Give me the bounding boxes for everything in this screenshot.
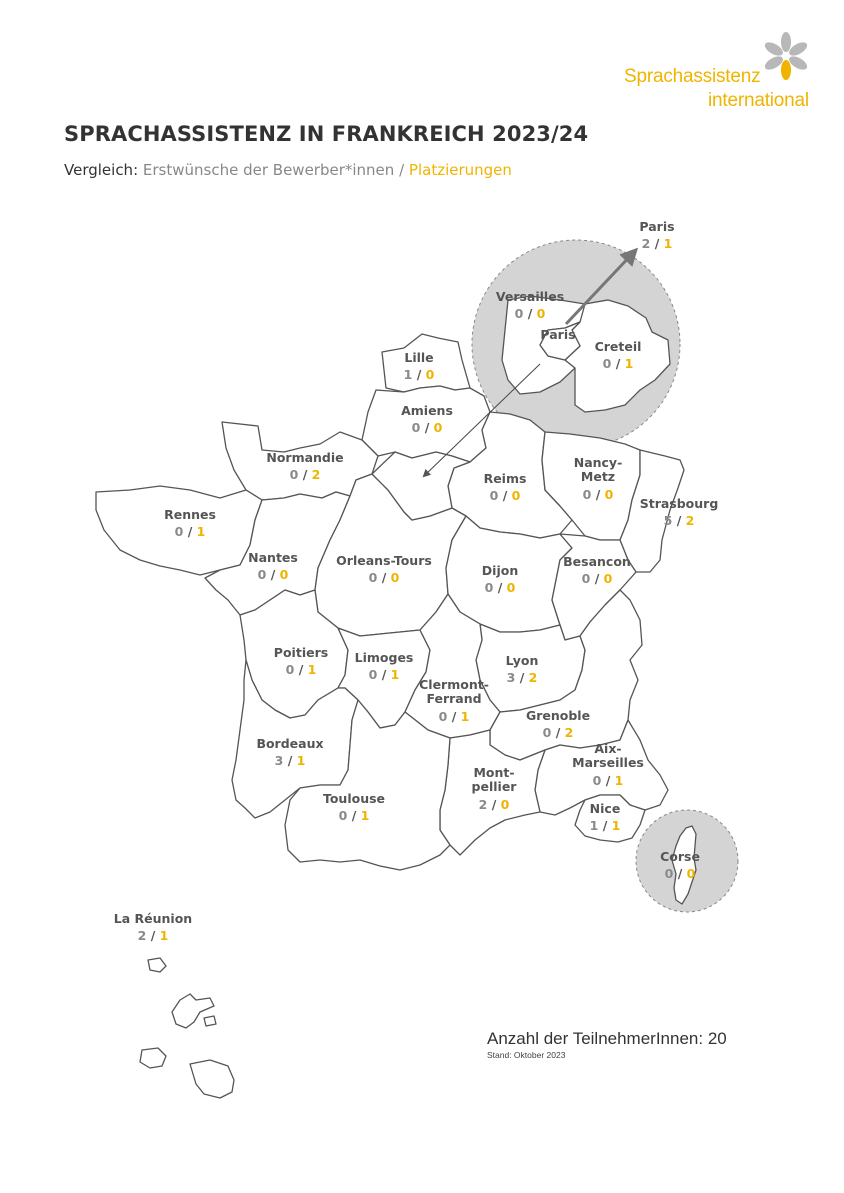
region-values [572, 774, 644, 788]
region-label-versailles [496, 290, 564, 322]
region-name: Nice [589, 801, 621, 816]
region-values [660, 867, 700, 881]
region-label-orleans-tours [336, 554, 432, 586]
value-separator: / [298, 662, 304, 678]
region-label-toulouse [323, 792, 385, 824]
region-name: Nantes [248, 550, 298, 565]
value-separator: / [351, 808, 357, 824]
region-values [639, 237, 674, 251]
placement-count: 1 [390, 667, 400, 683]
first-wish-count: 1 [403, 367, 413, 383]
region-label-paris-top [639, 220, 674, 252]
total-participants: Anzahl der TeilnehmerInnen: 20 [487, 1029, 727, 1048]
region-values [595, 357, 642, 371]
placement-count: 1 [460, 708, 470, 724]
region-label-dijon [482, 564, 518, 596]
region-name: Corse [660, 849, 700, 864]
placement-count: 1 [159, 928, 169, 944]
region-values [482, 581, 518, 595]
subtitle-separator: / [399, 161, 405, 179]
first-wish-count: 2 [137, 928, 147, 944]
region-name: Amiens [401, 403, 453, 418]
region-values [563, 572, 631, 586]
placement-count: 2 [564, 725, 574, 741]
first-wish-count: 0 [581, 571, 591, 587]
region-values [496, 307, 564, 321]
region-label-nantes [248, 551, 298, 583]
logo-text-line1: Sprachassistenz [624, 66, 761, 87]
region-label-creteil [595, 340, 642, 372]
first-wish-count: 5 [663, 513, 673, 529]
region-values [472, 798, 517, 812]
region-name: Reims [483, 471, 527, 486]
first-wish-count: 0 [368, 570, 378, 586]
region-values [336, 571, 432, 585]
value-separator: / [424, 420, 430, 436]
placement-count: 1 [296, 753, 306, 769]
region-label-rennes [164, 508, 216, 540]
reunion-island-5 [190, 1060, 234, 1098]
first-wish-count: 0 [285, 662, 295, 678]
region-label-corse [660, 850, 700, 882]
first-wish-count: 0 [484, 580, 494, 596]
region-name: Grenoble [525, 708, 591, 723]
value-separator: / [491, 796, 497, 812]
first-wish-count: 0 [368, 667, 378, 683]
placement-count: 1 [307, 662, 317, 678]
value-separator: / [270, 567, 276, 583]
region-values [114, 929, 192, 943]
region-label-nice [590, 802, 621, 834]
region-label-besancon [563, 555, 631, 587]
value-separator: / [287, 753, 293, 769]
region-values [526, 726, 590, 740]
first-wish-count: 0 [489, 488, 499, 504]
first-wish-count: 0 [542, 725, 552, 741]
page-title: SPRACHASSISTENZ IN FRANKREICH 2023/24 [64, 122, 589, 146]
region-name: Paris [639, 219, 675, 234]
region-label-grenoble [526, 709, 590, 741]
value-separator: / [555, 725, 561, 741]
first-wish-count: 0 [257, 567, 267, 583]
region-values [590, 819, 621, 833]
first-wish-count: 3 [506, 670, 516, 686]
placement-count: 0 [511, 488, 521, 504]
placement-count: 1 [663, 236, 673, 252]
value-separator: / [497, 580, 503, 596]
value-separator: / [654, 236, 660, 252]
region-label-lille [404, 351, 435, 383]
reunion-island-1 [148, 958, 166, 972]
placement-count: 1 [360, 808, 370, 824]
value-separator: / [594, 571, 600, 587]
region-name: Aix- Marseilles [572, 741, 644, 771]
region-name: Besancon [563, 554, 631, 569]
placement-count: 2 [311, 467, 321, 483]
region-name: Lyon [505, 653, 539, 668]
region-name: Normandie [266, 450, 344, 465]
first-wish-count: 0 [592, 772, 602, 788]
region-name: Mont- pellier [471, 765, 517, 795]
value-separator: / [150, 928, 156, 944]
placement-count: 0 [603, 571, 613, 587]
first-wish-count: 0 [514, 306, 524, 322]
value-separator: / [602, 818, 608, 834]
region-label-lyon [506, 654, 539, 686]
region-label-clermont-ferrand [419, 678, 489, 724]
region-name: Creteil [594, 339, 642, 354]
placement-count: 2 [528, 670, 538, 686]
value-separator: / [676, 513, 682, 529]
stand-date: Stand: Oktober 2023 [487, 1050, 566, 1060]
region-values [323, 809, 385, 823]
region-label-la-reunion [114, 912, 192, 944]
first-wish-count: 0 [602, 356, 612, 372]
subtitle-placements: Platzierungen [408, 161, 512, 179]
region-name: Poitiers [273, 645, 329, 660]
placement-count: 0 [425, 367, 435, 383]
region-values [640, 514, 719, 528]
region-name: Paris [540, 327, 576, 342]
region-values [355, 668, 414, 682]
region-name: Bordeaux [256, 736, 324, 751]
placement-count: 1 [614, 772, 624, 788]
value-separator: / [615, 356, 621, 372]
region-values [266, 468, 343, 482]
placement-count: 0 [279, 567, 289, 583]
region-values [401, 421, 453, 435]
region-label-paris-inner [540, 328, 575, 342]
region-name: Clermont- Ferrand [419, 677, 489, 707]
value-separator: / [416, 367, 422, 383]
first-wish-count: 0 [438, 708, 448, 724]
region-values [419, 710, 489, 724]
value-separator: / [605, 772, 611, 788]
region-values [274, 663, 328, 677]
region-name: Toulouse [322, 791, 386, 806]
placement-count: 0 [500, 796, 510, 812]
region-label-montpellier [472, 766, 517, 812]
placement-count: 0 [604, 486, 614, 502]
subtitle-first-wishes: Erstwünsche der Bewerber*innen [142, 161, 395, 179]
region-values [574, 488, 623, 502]
value-separator: / [302, 467, 308, 483]
region-name: La Réunion [113, 911, 193, 926]
region-values [164, 525, 216, 539]
value-separator: / [451, 708, 457, 724]
region-label-bordeaux [256, 737, 323, 769]
first-wish-count: 0 [338, 808, 348, 824]
region-name: Dijon [481, 563, 519, 578]
placement-count: 1 [196, 524, 206, 540]
placement-count: 0 [433, 420, 443, 436]
first-wish-count: 0 [174, 524, 184, 540]
region-name: Nancy- Metz [573, 455, 623, 485]
subtitle-prefix: Vergleich: [64, 161, 139, 179]
logo-text-line2: international [708, 90, 809, 111]
first-wish-count: 0 [582, 486, 592, 502]
value-separator: / [502, 488, 508, 504]
placement-count: 0 [390, 570, 400, 586]
first-wish-count: 1 [589, 818, 599, 834]
region-values [248, 568, 298, 582]
region-label-reims [484, 472, 527, 504]
region-label-normandie [266, 451, 343, 483]
region-name: Versailles [495, 289, 565, 304]
placement-count: 2 [685, 513, 695, 529]
region-label-nancy-metz [574, 456, 623, 502]
placement-count: 1 [624, 356, 634, 372]
region-label-strasbourg [640, 497, 719, 529]
value-separator: / [595, 486, 601, 502]
value-separator: / [677, 866, 683, 882]
reunion-island-4 [140, 1048, 166, 1068]
first-wish-count: 0 [664, 866, 674, 882]
region-values [506, 671, 539, 685]
region-label-amiens [401, 404, 453, 436]
region-name: Rennes [164, 507, 216, 522]
value-separator: / [381, 667, 387, 683]
region-values [484, 489, 527, 503]
first-wish-count: 3 [274, 753, 284, 769]
value-separator: / [527, 306, 533, 322]
value-separator: / [519, 670, 525, 686]
first-wish-count: 0 [411, 420, 421, 436]
region-label-aix-marseilles [572, 742, 644, 788]
region-name: Limoges [354, 650, 414, 665]
region-name: Strasbourg [639, 496, 719, 511]
first-wish-count: 2 [641, 236, 651, 252]
region-values [256, 754, 323, 768]
region-name: Lille [404, 350, 434, 365]
region-values [404, 368, 435, 382]
placement-count: 0 [506, 580, 516, 596]
value-separator: / [381, 570, 387, 586]
first-wish-count: 0 [289, 467, 299, 483]
region-label-poitiers [274, 646, 328, 678]
placement-count: 1 [611, 818, 621, 834]
placement-count: 0 [536, 306, 546, 322]
region-name: Orleans-Tours [336, 553, 432, 568]
value-separator: / [187, 524, 193, 540]
first-wish-count: 2 [478, 796, 488, 812]
region-label-limoges [355, 651, 414, 683]
reunion-island-3 [204, 1016, 216, 1026]
placement-count: 0 [686, 866, 696, 882]
